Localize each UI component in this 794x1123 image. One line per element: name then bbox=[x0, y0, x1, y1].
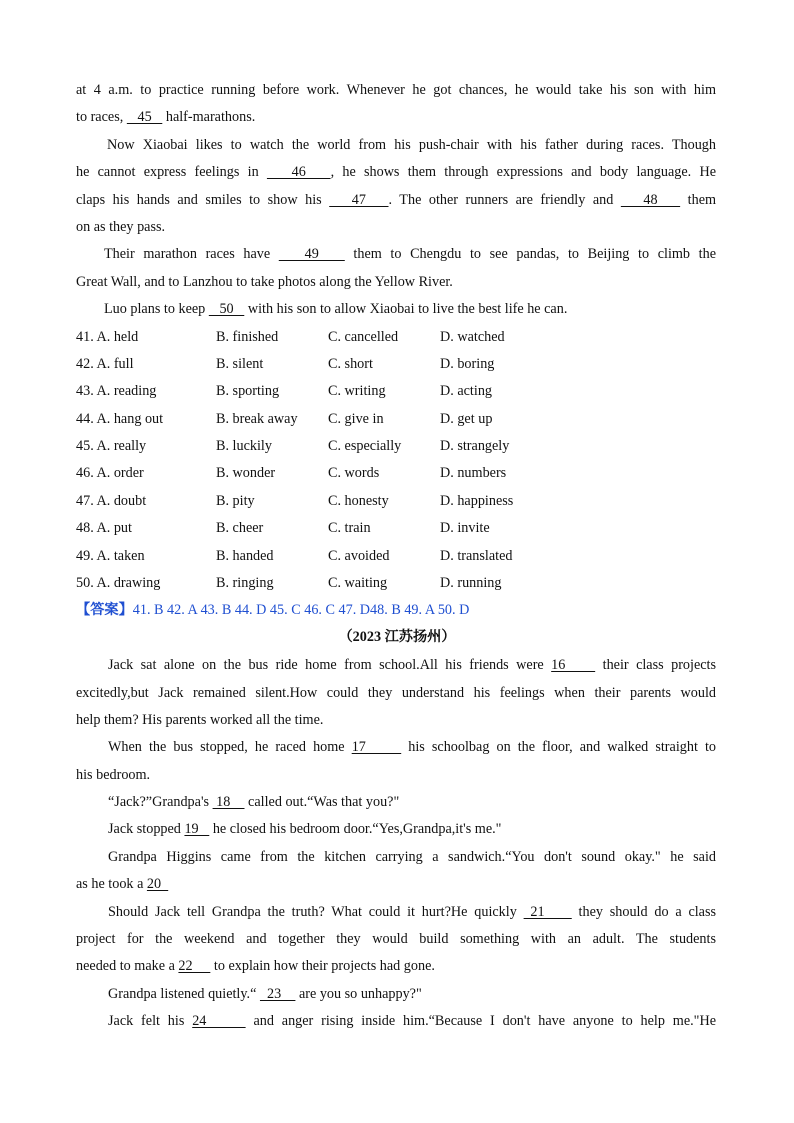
text: Jack sat alone on the bus ride home from school.All his friends were bbox=[108, 657, 552, 673]
passage-line bbox=[76, 930, 716, 948]
text: and anger rising inside him.“Because I don't have anyone to help me."He bbox=[245, 1013, 717, 1029]
text: he closed his bedroom door.“Yes,Grandpa,it's me." bbox=[209, 821, 502, 837]
passage-line bbox=[76, 711, 716, 729]
blank-49: 49 bbox=[278, 246, 345, 262]
option-b: B. break away bbox=[216, 411, 298, 427]
option-c: C. honesty bbox=[328, 493, 389, 509]
text: Their marathon races have bbox=[104, 246, 279, 262]
blank-50: 50 bbox=[208, 301, 245, 317]
text: Grandpa Higgins came from the kitchen carrying a sandwich.“You don't sound okay." he said bbox=[108, 849, 716, 865]
text: Great Wall, and to Lanzhou to take photos along the Yellow River. bbox=[76, 274, 453, 290]
text: Jack stopped bbox=[108, 821, 185, 837]
blank-48: 48 bbox=[620, 192, 681, 208]
option-b: B. finished bbox=[216, 329, 279, 345]
option-c: C. cancelled bbox=[328, 329, 399, 345]
passage-line bbox=[108, 793, 748, 811]
text: . The other runners are friendly and bbox=[388, 192, 621, 208]
option-d: D. acting bbox=[440, 383, 493, 399]
option-d: D. happiness bbox=[440, 493, 514, 509]
option-d: D. boring bbox=[440, 356, 495, 372]
option-a: 49. A. taken bbox=[76, 548, 145, 564]
text: are you so unhappy?" bbox=[295, 986, 422, 1002]
blank-18: 18 bbox=[212, 794, 245, 810]
option-a: 42. A. full bbox=[76, 356, 134, 372]
passage-line bbox=[104, 300, 744, 318]
option-b: B. pity bbox=[216, 493, 255, 509]
option-c: C. train bbox=[328, 520, 371, 536]
text: When the bus stopped, he raced home bbox=[108, 739, 352, 755]
blank-23: 23 bbox=[259, 986, 296, 1002]
blank-47: 47 bbox=[329, 192, 389, 208]
text: project for the weekend and together they would build something with an adult. The students bbox=[76, 931, 716, 947]
passage-line bbox=[76, 163, 716, 181]
text: Should Jack tell Grandpa the truth? What could it hurt?He quickly bbox=[108, 904, 524, 920]
passage-line bbox=[76, 684, 716, 702]
option-b: B. sporting bbox=[216, 383, 280, 399]
blank-20: 20 bbox=[146, 876, 169, 892]
option-a: 50. A. drawing bbox=[76, 575, 161, 591]
option-c: C. short bbox=[328, 356, 373, 372]
section-heading: （2023 江苏扬州） bbox=[338, 629, 456, 645]
option-d: D. translated bbox=[440, 548, 513, 564]
text: he cannot express feelings in bbox=[76, 164, 267, 180]
option-d: D. running bbox=[440, 575, 502, 591]
option-b: B. silent bbox=[216, 356, 264, 372]
option-a: 45. A. really bbox=[76, 438, 147, 454]
passage-line bbox=[108, 656, 716, 674]
option-b: B. luckily bbox=[216, 438, 272, 454]
text: excitedly,but Jack remained silent.How could they understand his feelings when their parents would bbox=[76, 685, 716, 701]
passage-line bbox=[76, 81, 716, 99]
text: them bbox=[680, 192, 717, 208]
blank-19: 19 bbox=[184, 821, 210, 837]
text: Now Xiaobai likes to watch the world from his push-chair with his father during races. Though bbox=[107, 137, 716, 153]
text: Luo plans to keep bbox=[104, 301, 209, 317]
blank-16: 16 bbox=[551, 657, 596, 673]
passage-line bbox=[76, 766, 716, 784]
answer-tag: 【答案】 bbox=[76, 602, 133, 618]
option-a: 46. A. order bbox=[76, 465, 144, 481]
text: their class projects bbox=[595, 657, 717, 673]
answer-key bbox=[76, 601, 469, 619]
text: claps his hands and smiles to show his bbox=[76, 192, 330, 208]
option-a: 44. A. hang out bbox=[76, 411, 164, 427]
option-d: D. numbers bbox=[440, 465, 507, 481]
passage-line bbox=[108, 820, 748, 838]
answer-text: 41. B 42. A 43. B 44. D 45. C 46. C 47. D48. B 49. A 50. D bbox=[132, 602, 470, 618]
blank-17: 17 bbox=[351, 739, 402, 755]
passage-line bbox=[76, 108, 716, 126]
text: with his son to allow Xiaobai to live the best life he can. bbox=[244, 301, 568, 317]
passage-line bbox=[76, 218, 716, 236]
passage-line bbox=[108, 903, 716, 921]
passage-line bbox=[107, 136, 716, 154]
passage-line bbox=[76, 191, 716, 209]
text: to races, bbox=[76, 109, 127, 125]
text: his bedroom. bbox=[76, 767, 151, 783]
blank-46: 46 bbox=[266, 164, 331, 180]
blank-22: 22 bbox=[178, 958, 211, 974]
option-c: C. waiting bbox=[328, 575, 388, 591]
passage-line bbox=[108, 848, 716, 866]
blank-45: 45 bbox=[126, 109, 163, 125]
option-d: D. invite bbox=[440, 520, 490, 536]
text: half-marathons. bbox=[162, 109, 256, 125]
option-c: C. give in bbox=[328, 411, 384, 427]
passage-line bbox=[108, 1012, 716, 1030]
text: on as they pass. bbox=[76, 219, 166, 235]
text: as he took a bbox=[76, 876, 147, 892]
passage-line bbox=[76, 875, 716, 893]
option-d: D. watched bbox=[440, 329, 505, 345]
passage-line bbox=[108, 738, 716, 756]
option-a: 41. A. held bbox=[76, 329, 139, 345]
passage-line bbox=[104, 245, 716, 263]
text: “Jack?”Grandpa's bbox=[108, 794, 213, 810]
text: Jack felt his bbox=[108, 1013, 193, 1029]
text: they should do a class bbox=[571, 904, 717, 920]
option-b: B. cheer bbox=[216, 520, 264, 536]
option-c: C. avoided bbox=[328, 548, 390, 564]
text: to explain how their projects had gone. bbox=[210, 958, 435, 974]
text: needed to make a bbox=[76, 958, 179, 974]
text: , he shows them through expressions and body language. He bbox=[330, 164, 717, 180]
option-a: 47. A. doubt bbox=[76, 493, 147, 509]
option-d: D. strangely bbox=[440, 438, 510, 454]
blank-21: 21 bbox=[523, 904, 572, 920]
text: his schoolbag on the floor, and walked straight to bbox=[401, 739, 716, 755]
option-a: 43. A. reading bbox=[76, 383, 157, 399]
option-c: C. words bbox=[328, 465, 380, 481]
text: help them? His parents worked all the time. bbox=[76, 712, 324, 728]
text: called out.“Was that you?" bbox=[244, 794, 400, 810]
option-b: B. wonder bbox=[216, 465, 276, 481]
text: Grandpa listened quietly.“ bbox=[108, 986, 260, 1002]
option-d: D. get up bbox=[440, 411, 493, 427]
option-c: C. writing bbox=[328, 383, 386, 399]
passage-line bbox=[76, 957, 716, 975]
option-a: 48. A. put bbox=[76, 520, 132, 536]
text: them to Chengdu to see pandas, to Beijing to climb the bbox=[344, 246, 716, 262]
option-c: C. especially bbox=[328, 438, 402, 454]
blank-24: 24 bbox=[192, 1013, 246, 1029]
passage-line bbox=[76, 273, 716, 291]
passage-line bbox=[108, 985, 748, 1003]
option-b: B. handed bbox=[216, 548, 274, 564]
text: at 4 a.m. to practice running before work. Whenever he got chances, he would take his son with him bbox=[76, 82, 716, 98]
option-b: B. ringing bbox=[216, 575, 274, 591]
